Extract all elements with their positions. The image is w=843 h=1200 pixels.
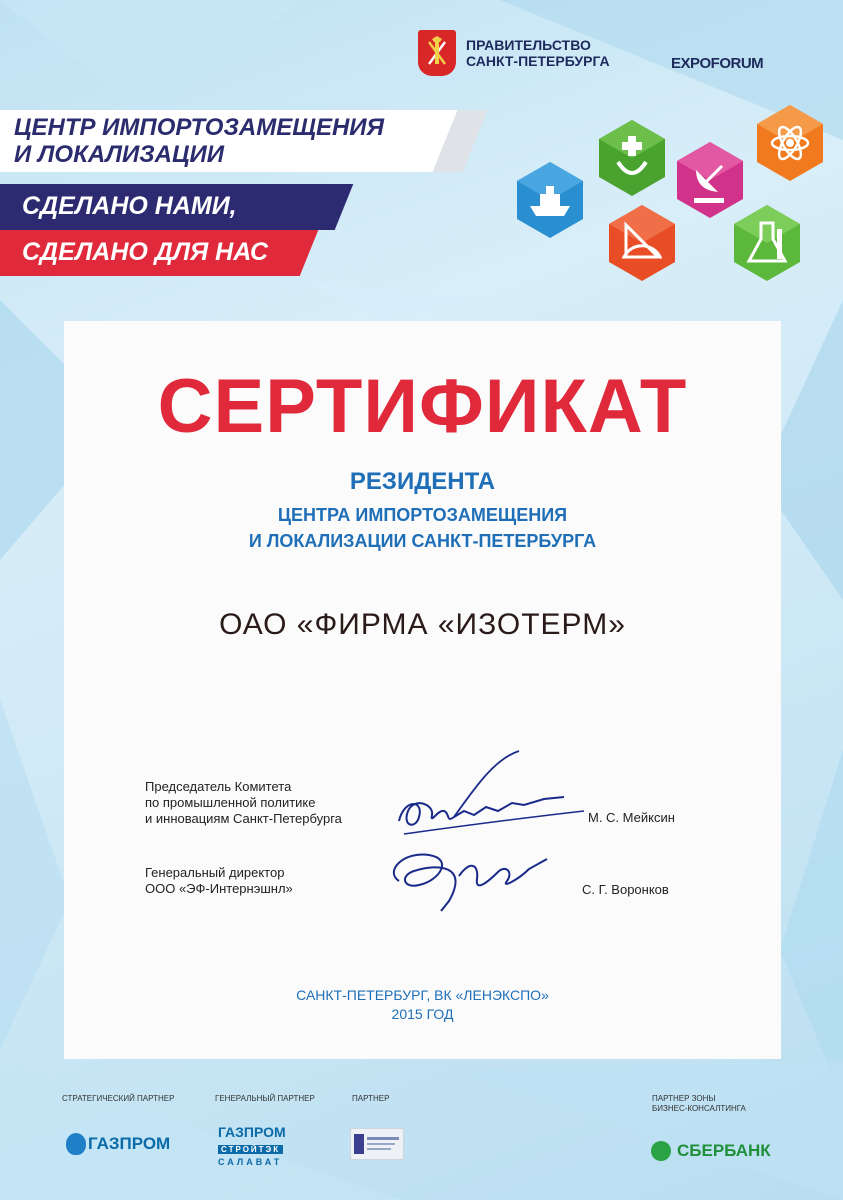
gazprom-flame-icon: [66, 1133, 86, 1155]
signatory1-position-line2: по промышленной политике: [145, 795, 316, 810]
consulting-partner-label: [652, 1094, 746, 1114]
sberbank-logo: [651, 1141, 771, 1161]
place-line: САНКТ-ПЕТЕРБУРГ, ВК «ЛЕНЭКСПО»: [296, 987, 549, 1003]
signatory1-name: М. С. Мейксин: [588, 810, 675, 825]
signatory1-position-line1: Председатель Комитета: [145, 779, 292, 794]
expoforum-logo: EXPOFORUM: [671, 55, 764, 72]
consulting-label-line1: ПАРТНЕР ЗОНЫ: [652, 1094, 716, 1103]
certificate-center-line1: ЦЕНТРА ИМПОРТОЗАМЕЩЕНИЯ: [277, 505, 568, 525]
gps-logo-line2: СТРОЙТЭК: [218, 1145, 283, 1154]
sberbank-logo-text: СБЕРБАНК: [677, 1141, 771, 1160]
certificate-title: СЕРТИФИКАТ: [157, 364, 688, 449]
partner-label: ПАРТНЕР: [352, 1094, 390, 1103]
atom-icon: [757, 105, 823, 181]
strategic-partner-label: СТРАТЕГИЧЕСКИЙ ПАРТНЕР: [62, 1094, 175, 1103]
certificate-panel: [64, 321, 781, 1059]
banner-title: [14, 114, 384, 168]
medicine-icon: [599, 120, 665, 196]
signatory2-name: С. Г. Воронков: [582, 882, 669, 897]
year-line: 2015 ГОД: [391, 1006, 454, 1022]
gazprom-stroytek-logo: [218, 1125, 286, 1167]
general-partner-label: ГЕНЕРАЛЬНЫЙ ПАРТНЕР: [215, 1094, 315, 1103]
slogan-line1: СДЕЛАНО НАМИ,: [22, 192, 237, 220]
satellite-dish-icon: [677, 142, 743, 218]
signature-1: [394, 749, 594, 844]
banner-title-line1: ЦЕНТР ИМПОРТОЗАМЕЩЕНИЯ: [14, 114, 385, 141]
banner-title-line2: И ЛОКАЛИЗАЦИИ: [14, 141, 224, 168]
signatory2-position-line2: ООО «ЭФ-Интернэшнл»: [145, 881, 293, 896]
drafting-tools-icon: [609, 205, 675, 281]
industry-hex-icons: [505, 105, 835, 295]
signatory2-position-line1: Генеральный директор: [145, 865, 285, 880]
signatory2-position: [145, 865, 293, 897]
gps-logo-line1: ГАЗПРОМ: [218, 1124, 286, 1140]
signature-2: [379, 841, 554, 916]
laboratory-flask-icon: [734, 205, 800, 281]
signatory1-position: [145, 779, 342, 827]
gov-name-line2: САНКТ-ПЕТЕРБУРГА: [466, 53, 610, 69]
gazprom-logo: [66, 1133, 170, 1155]
coat-of-arms-icon: [418, 30, 456, 76]
partner-logo: [350, 1128, 404, 1160]
sberbank-check-icon: [651, 1141, 671, 1161]
certificate-center-line2: И ЛОКАЛИЗАЦИИ САНКТ-ПЕТЕРБУРГА: [248, 531, 597, 551]
signatory1-position-line3: и инновациям Санкт-Петербурга: [145, 811, 342, 826]
company-name: ОАО «ФИРМА «ИЗОТЕРМ»: [219, 608, 626, 641]
gov-name-line1: ПРАВИТЕЛЬСТВО: [466, 37, 591, 53]
government-logo: [418, 30, 610, 76]
slogan-line2: СДЕЛАНО ДЛЯ НАС: [22, 238, 269, 266]
consulting-label-line2: БИЗНЕС-КОНСАЛТИНГА: [652, 1104, 746, 1113]
gps-logo-line3: САЛАВАТ: [218, 1157, 283, 1167]
certificate-subtitle: РЕЗИДЕНТА: [349, 468, 496, 495]
gazprom-logo-text: ГАЗПРОМ: [88, 1134, 171, 1153]
ship-icon: [517, 162, 583, 238]
